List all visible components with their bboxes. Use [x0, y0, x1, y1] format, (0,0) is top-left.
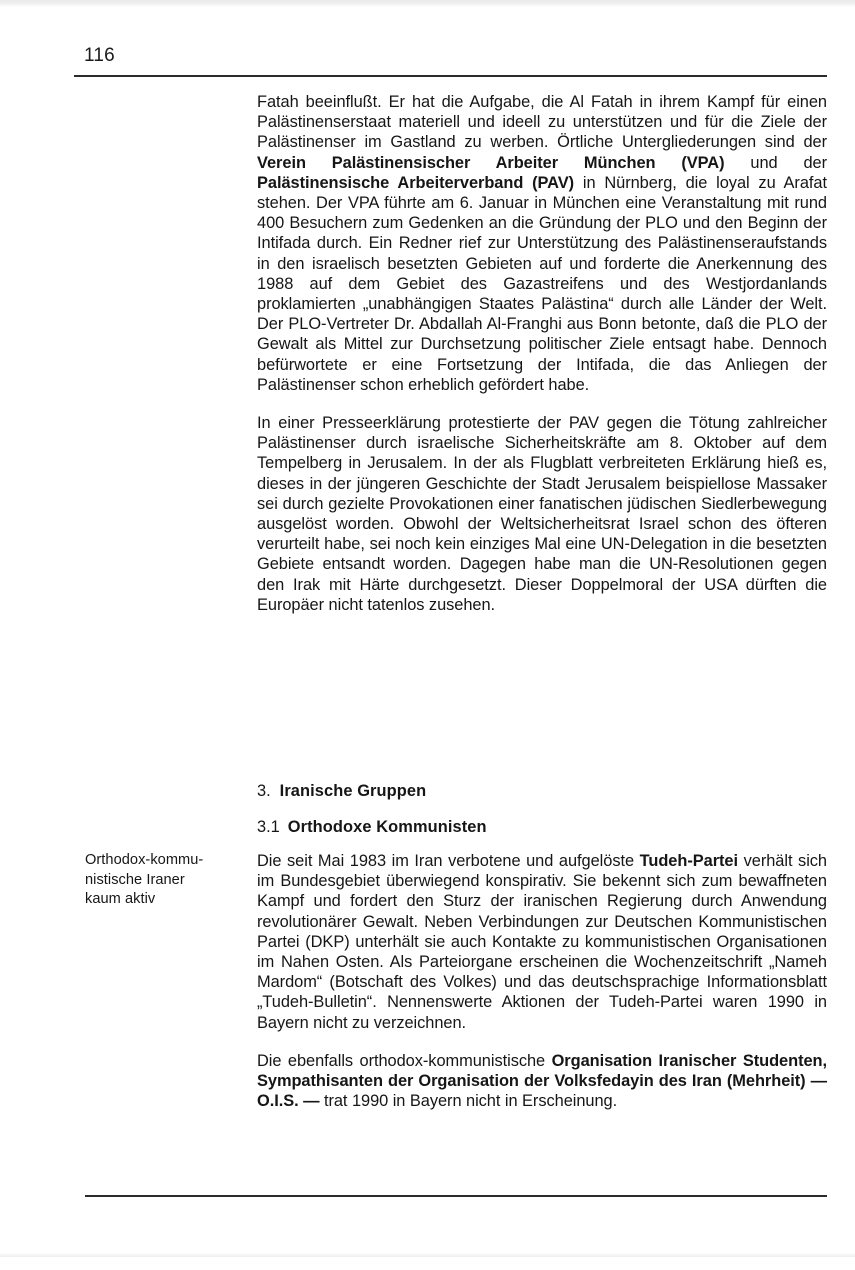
section-heading-3-1-title: Orthodoxe Kommunisten	[287, 818, 487, 836]
body-paragraph-4: Die ebenfalls orthodox-kommunistische Organisation Iranischer Studenten, Sympathisanten der Organisation der Volksfedayin des Iran (Mehrheit) — O.I.S. — trat 1990 in Bayern nicht in Erscheinung.	[257, 1051, 828, 1111]
scan-edge-top-artifact	[0, 0, 855, 7]
section-heading-3	[257, 781, 426, 801]
body-paragraph-1: Fatah beeinflußt. Er hat die Aufgabe, die Al Fatah in ihrem Kampf für einen Palästinenserstaat materiell und ideell zu unterstützen und für die Ziele der Palästinenser im Gastland zu werben. Örtliche Untergliederungen sind der Verein Palästinensischer Arbeiter München (VPA) und der Palästinensische Arbeiterverband (PAV) in Nürnberg, die loyal zu Arafat stehen. Der VPA führte am 6. Januar in München eine Veranstaltung mit rund 400 Besuchern zum Gedenken an die Gründung der PLO und den Beginn der Intifada durch. Ein Redner rief zur Unterstützung des Palästinenseraufstands in den israelisch besetzten Gebieten auf und forderte die Anerkennung des 1988 auf dem Gebiet des Gazastreifens und des Westjordanlands proklamierten „unabhängigen Staates Palästina“ durch alle Länder der Welt. Der PLO-Vertreter Dr. Abdallah Al-Franghi aus Bonn betonte, daß die PLO der Gewalt als Mittel zur Durchsetzung politischer Ziele entsagt habe. Dennoch befürwortete er eine Fortsetzung der Intifada, die das Anliegen der Palästinenser schon erheblich gefördert habe.	[257, 93, 827, 394]
page-number: 116	[84, 45, 115, 66]
footer-rule	[85, 1195, 827, 1197]
section-heading-3-number: 3.	[257, 782, 271, 800]
marginal-note-line: nistische Iraner	[85, 871, 185, 888]
body-paragraph-2: In einer Presseerklärung protestierte der PAV gegen die Tötung zahlreicher Palästinenser durch israelische Sicherheitskräfte am 8. Oktober auf dem Tempelberg in Jerusalem. In der als Flugblatt verbreiteten Erklärung hieß es, dieses in der jüngeren Geschichte der Stadt Jerusalem beispiellose Massaker sei durch gezielte Provokationen einer fanatischen jüdischen Siedlerbewegung ausgelöst worden. Obwohl der Weltsicherheitsrat Israel schon des öfteren verurteilt habe, sei noch kein einziges Mal eine UN-Delegation in die besetzten Gebiete entsandt worden. Dagegen habe man die UN-Resolutionen gegen den Irak mit Härte durchgesetzt. Dieser Doppelmoral der USA dürften die Europäer nicht tatenlos zusehen.	[257, 414, 827, 614]
scan-edge-bottom-artifact	[0, 1253, 855, 1257]
marginal-note-line: kaum aktiv	[85, 891, 156, 908]
header-rule	[74, 75, 827, 77]
marginal-note-line: Orthodox-kommu-	[85, 852, 204, 868]
section-heading-3-title: Iranische Gruppen	[279, 782, 427, 800]
body-paragraph-3: Die seit Mai 1983 im Iran verbotene und aufgelöste Tudeh-Partei verhält sich im Bundesgebiet überwiegend konspirativ. Sie bekennt sich zum bewaffneten Kampf und fordert den Sturz der iranischen Regierung durch Anwendung revolutionärer Gewalt. Neben Verbindungen zur Deutschen Kommunistischen Partei (DKP) unterhält sie auch Kontakte zu kommunistischen Organisationen im Nahen Osten. Als Parteiorgane erscheinen die Wochenzeitschrift „Nameh Mardom“ (Botschaft des Volkes) und das deutschsprachige Informationsblatt „Tudeh-Bulletin“. Nennenswerte Aktionen der Tudeh-Partei waren 1990 in Bayern nicht zu verzeichnen.	[257, 852, 827, 1032]
main-text-column-upper	[257, 92, 827, 615]
main-text-column-lower	[257, 851, 827, 1111]
section-heading-3-1-number: 3.1	[257, 818, 280, 836]
marginal-note	[85, 851, 245, 910]
section-heading-3-1	[257, 817, 487, 837]
